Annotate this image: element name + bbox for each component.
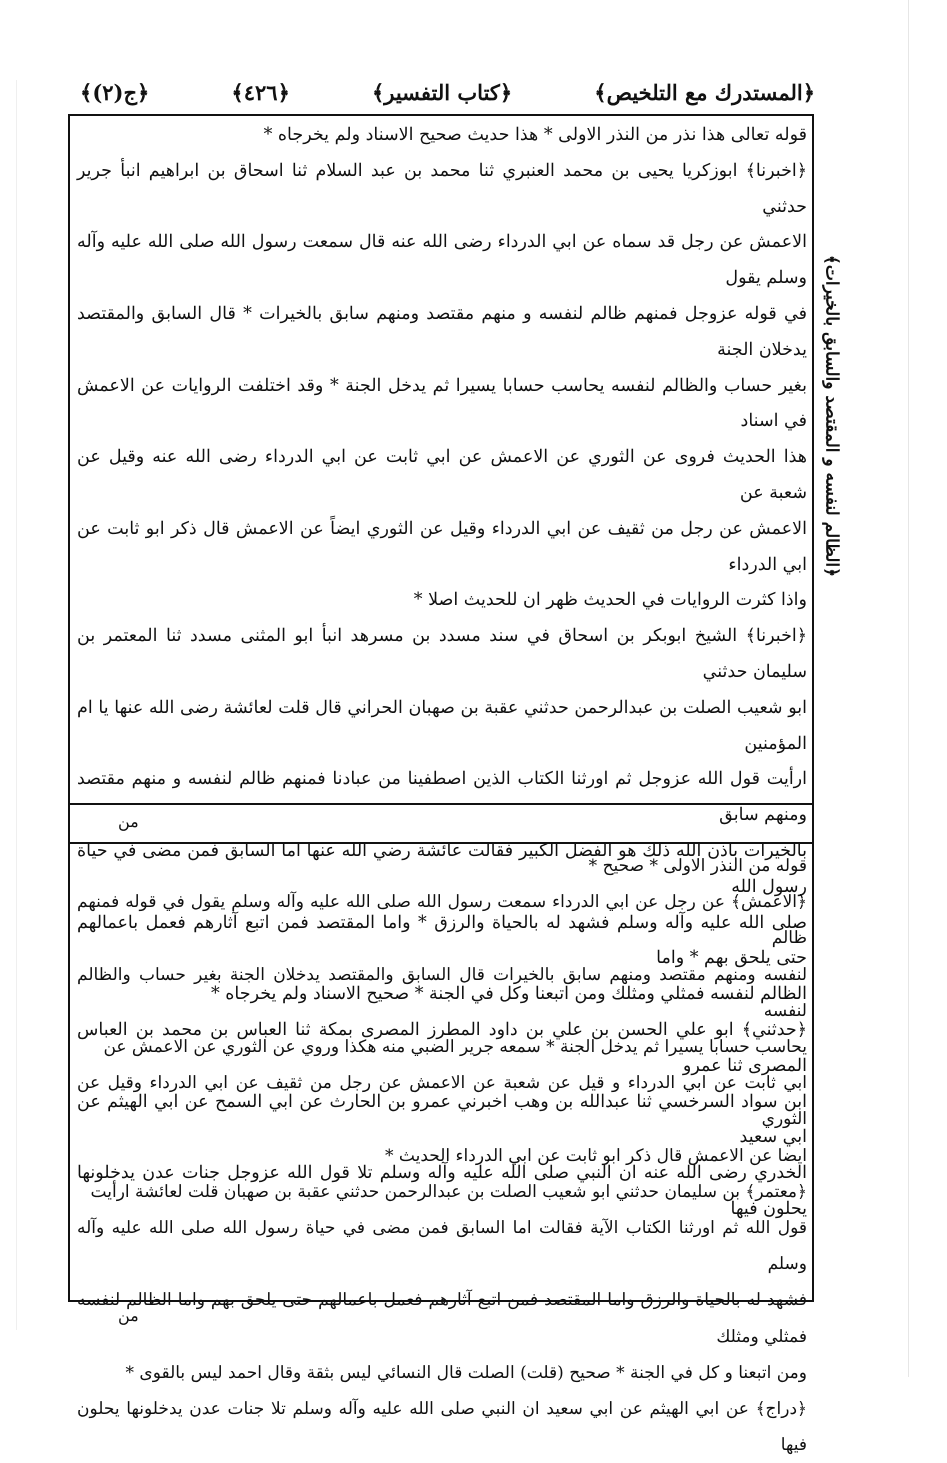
footnote-line: ايضا عن الاعمش قال ذكر ابو ثابت عن ابي الدرداء الحديث * <box>385 1145 807 1166</box>
footnote-text <box>77 848 807 1463</box>
header-volume: ﴿ج(٢)﴾ <box>80 79 150 105</box>
main-line: صلى الله عليه وآله وسلم فشهد له بالحياة والرزق * واما المقتصد فمن اتبع آثارهم فعمل باعمالهم حتى يلحق بهم * واما <box>77 912 807 969</box>
footnote-line: قوله من النذر الاولى * صحيح * <box>588 856 807 876</box>
main-line: الظالم لنفسه فمثلي ومثلك ومن اتبعنا وكل في الجنة * صحيح الاسناد ولم يخرجاه * <box>210 984 807 1005</box>
main-line: ﴿اخبرنا﴾ الشيخ ابوبكر بن اسحاق في سند مسدد بن مسرهد انبأ ابو المثنى مسدد ثنا المعتمر بن سليمان حدثني <box>77 626 807 682</box>
margin-heading-text: ﴿الظالم لنفسه و المقتصد والسابق بالخيرات﴾ <box>821 254 842 578</box>
catchword-main: من <box>118 812 139 831</box>
catchword-footnote: من <box>118 1306 139 1325</box>
running-header <box>80 72 815 112</box>
margin-heading <box>812 226 852 606</box>
main-line: ﴿اخبرنا﴾ ابوزكريا يحيى بن محمد العنبري ثنا محمد بن عبد السلام ثنا اسحاق بن ابراهيم انبأ جرير حدثني <box>77 160 807 217</box>
header-page-number: ﴿٤٢٦﴾ <box>231 79 290 105</box>
footnote-line: ﴿معتمر﴾ بن سليمان حدثني ابو شعيب الصلت بن عبدالرحمن حدثني عقبة بن صهبان قلت لعائشة ارأيت <box>90 1181 807 1202</box>
footnote-line: فشهد له بالحياة والرزق واما المقتصد فمن اتبع آثارهم فعمل باعمالهم حتى يلحق بهم واما الظالم لنفسه فمثلي ومثلك <box>77 1290 807 1347</box>
main-line: ابن سواد السرخسي ثنا عبدالله بن وهب اخبرني عمرو بن الحارث عن ابي السمح عن ابي الهيثم عن ابي سعيد <box>77 1091 807 1148</box>
main-line: بالخيرات باذن الله ذلك هو الفضل الكبير فقالت عائشة رضي الله عنها اما السابق فمن مضى في حياة رسول الله <box>77 840 807 897</box>
scan-edge-line <box>908 0 909 1377</box>
footnote-line: قول الله ثم اورثنا الكتاب الآية فقالت اما السابق فمن مضى في حياة رسول الله صلى الله عليه وآله وسلم <box>77 1218 807 1275</box>
main-line: قوله تعالى هذا نذر من النذر الاولى * هذا حديث صحيح الاسناد ولم يخرجاه * <box>263 125 807 145</box>
main-line: بغير حساب والظالم لنفسه يحاسب حسابا يسيرا ثم يدخل الجنة * وقد اختلفت الروايات عن الاعمش في اسناد <box>77 375 807 432</box>
main-line: ﴿حدثني﴾ ابو علي الحسن بن علي بن داود المطرز المصرى بمكة ثنا العباس بن محمد بن العباس المصرى ثنا عمرو <box>77 1019 807 1076</box>
footnote-line: ﴿الاعمش﴾ عن رجل عن ابي الدرداء سمعت رسول الله صلى الله عليه وآله وسلم يقول في قوله فمنهم ظالم <box>77 892 807 949</box>
footnote-line: ومن اتبعنا و كل في الجنة * صحيح (قلت) الصلت قال النسائي ليس بثقة وقال احمد ليس بالقوى * <box>125 1362 807 1383</box>
main-line: الاعمش عن رجل من ثقيف عن ابي الدرداء وقيل عن الثوري ايضاً عن الاعمش قال ذكر ابو ثابت عن ابي الدرداء <box>77 518 807 575</box>
footnote-line: لنفسه ومنهم مقتصد ومنهم سابق بالخيرات قال السابق والمقتصد يدخلان الجنة بغير حساب والظالم لنفسه <box>77 964 807 1021</box>
scan-edge-line-left <box>16 80 17 1330</box>
main-line: ارأيت قول الله عزوجل ثم اورثنا الكتاب الذين اصطفينا من عبادنا فمنهم ظالم لنفسه و منهم مقتصد ومنهم سابق <box>77 769 807 826</box>
main-line: هذا الحديث فروى عن الثوري عن الاعمش عن ابي ثابت عن ابي الدرداء رضى الله عنه وقيل عن شعبة عن <box>77 447 807 503</box>
header-book-title: ﴿المستدرك مع التلخيص﴾ <box>594 79 815 105</box>
main-line: الاعمش عن رجل قد سماه عن ابي الدرداء رضى الله عنه قال سمعت رسول الله صلى الله عليه وآله وسلم يقول <box>77 232 807 289</box>
header-section-title: ﴿كتاب التفسير﴾ <box>371 79 513 105</box>
main-line: في قوله عزوجل فمنهم ظالم لنفسه و منهم مقتصد ومنهم سابق بالخيرات * قال السابق والمقتصد يدخلان الجنة <box>77 303 807 360</box>
footnote-line: يحاسب حسابا يسيرا ثم يدخل الجنة * سمعه جرير الضبي منه هكذا وروي عن الثوري عن الاعمش عن <box>103 1037 807 1058</box>
footnote-line: ابي ثابت عن ابي الدرداء و قيل عن شعبة عن الاعمش عن رجل من ثقيف عن ابي الدرداء وقيل عن الثوري <box>77 1073 807 1130</box>
main-line: الخدري رضى الله عنه ان النبي صلى الله عليه وآله وسلم تلا قول الله عزوجل جنات عدن يدخلونها يحلون فيها <box>77 1163 807 1219</box>
frame-top-rule <box>68 114 813 116</box>
main-line: ابو شعيب الصلت بن عبدالرحمن حدثني عقبة بن صهبان الحراني قال قلت لعائشة رضى الله عنها يا ام المؤمنين <box>77 697 807 754</box>
main-line: واذا كثرت الروايات في الحديث ظهر ان للحديث اصلا * <box>413 590 807 611</box>
footnote-line: ﴿دراج﴾ عن ابي الهيثم عن ابي سعيد ان النبي صلى الله عليه وآله وسلم تلا جنات عدن يدخلونها يحلون فيها <box>77 1399 807 1456</box>
